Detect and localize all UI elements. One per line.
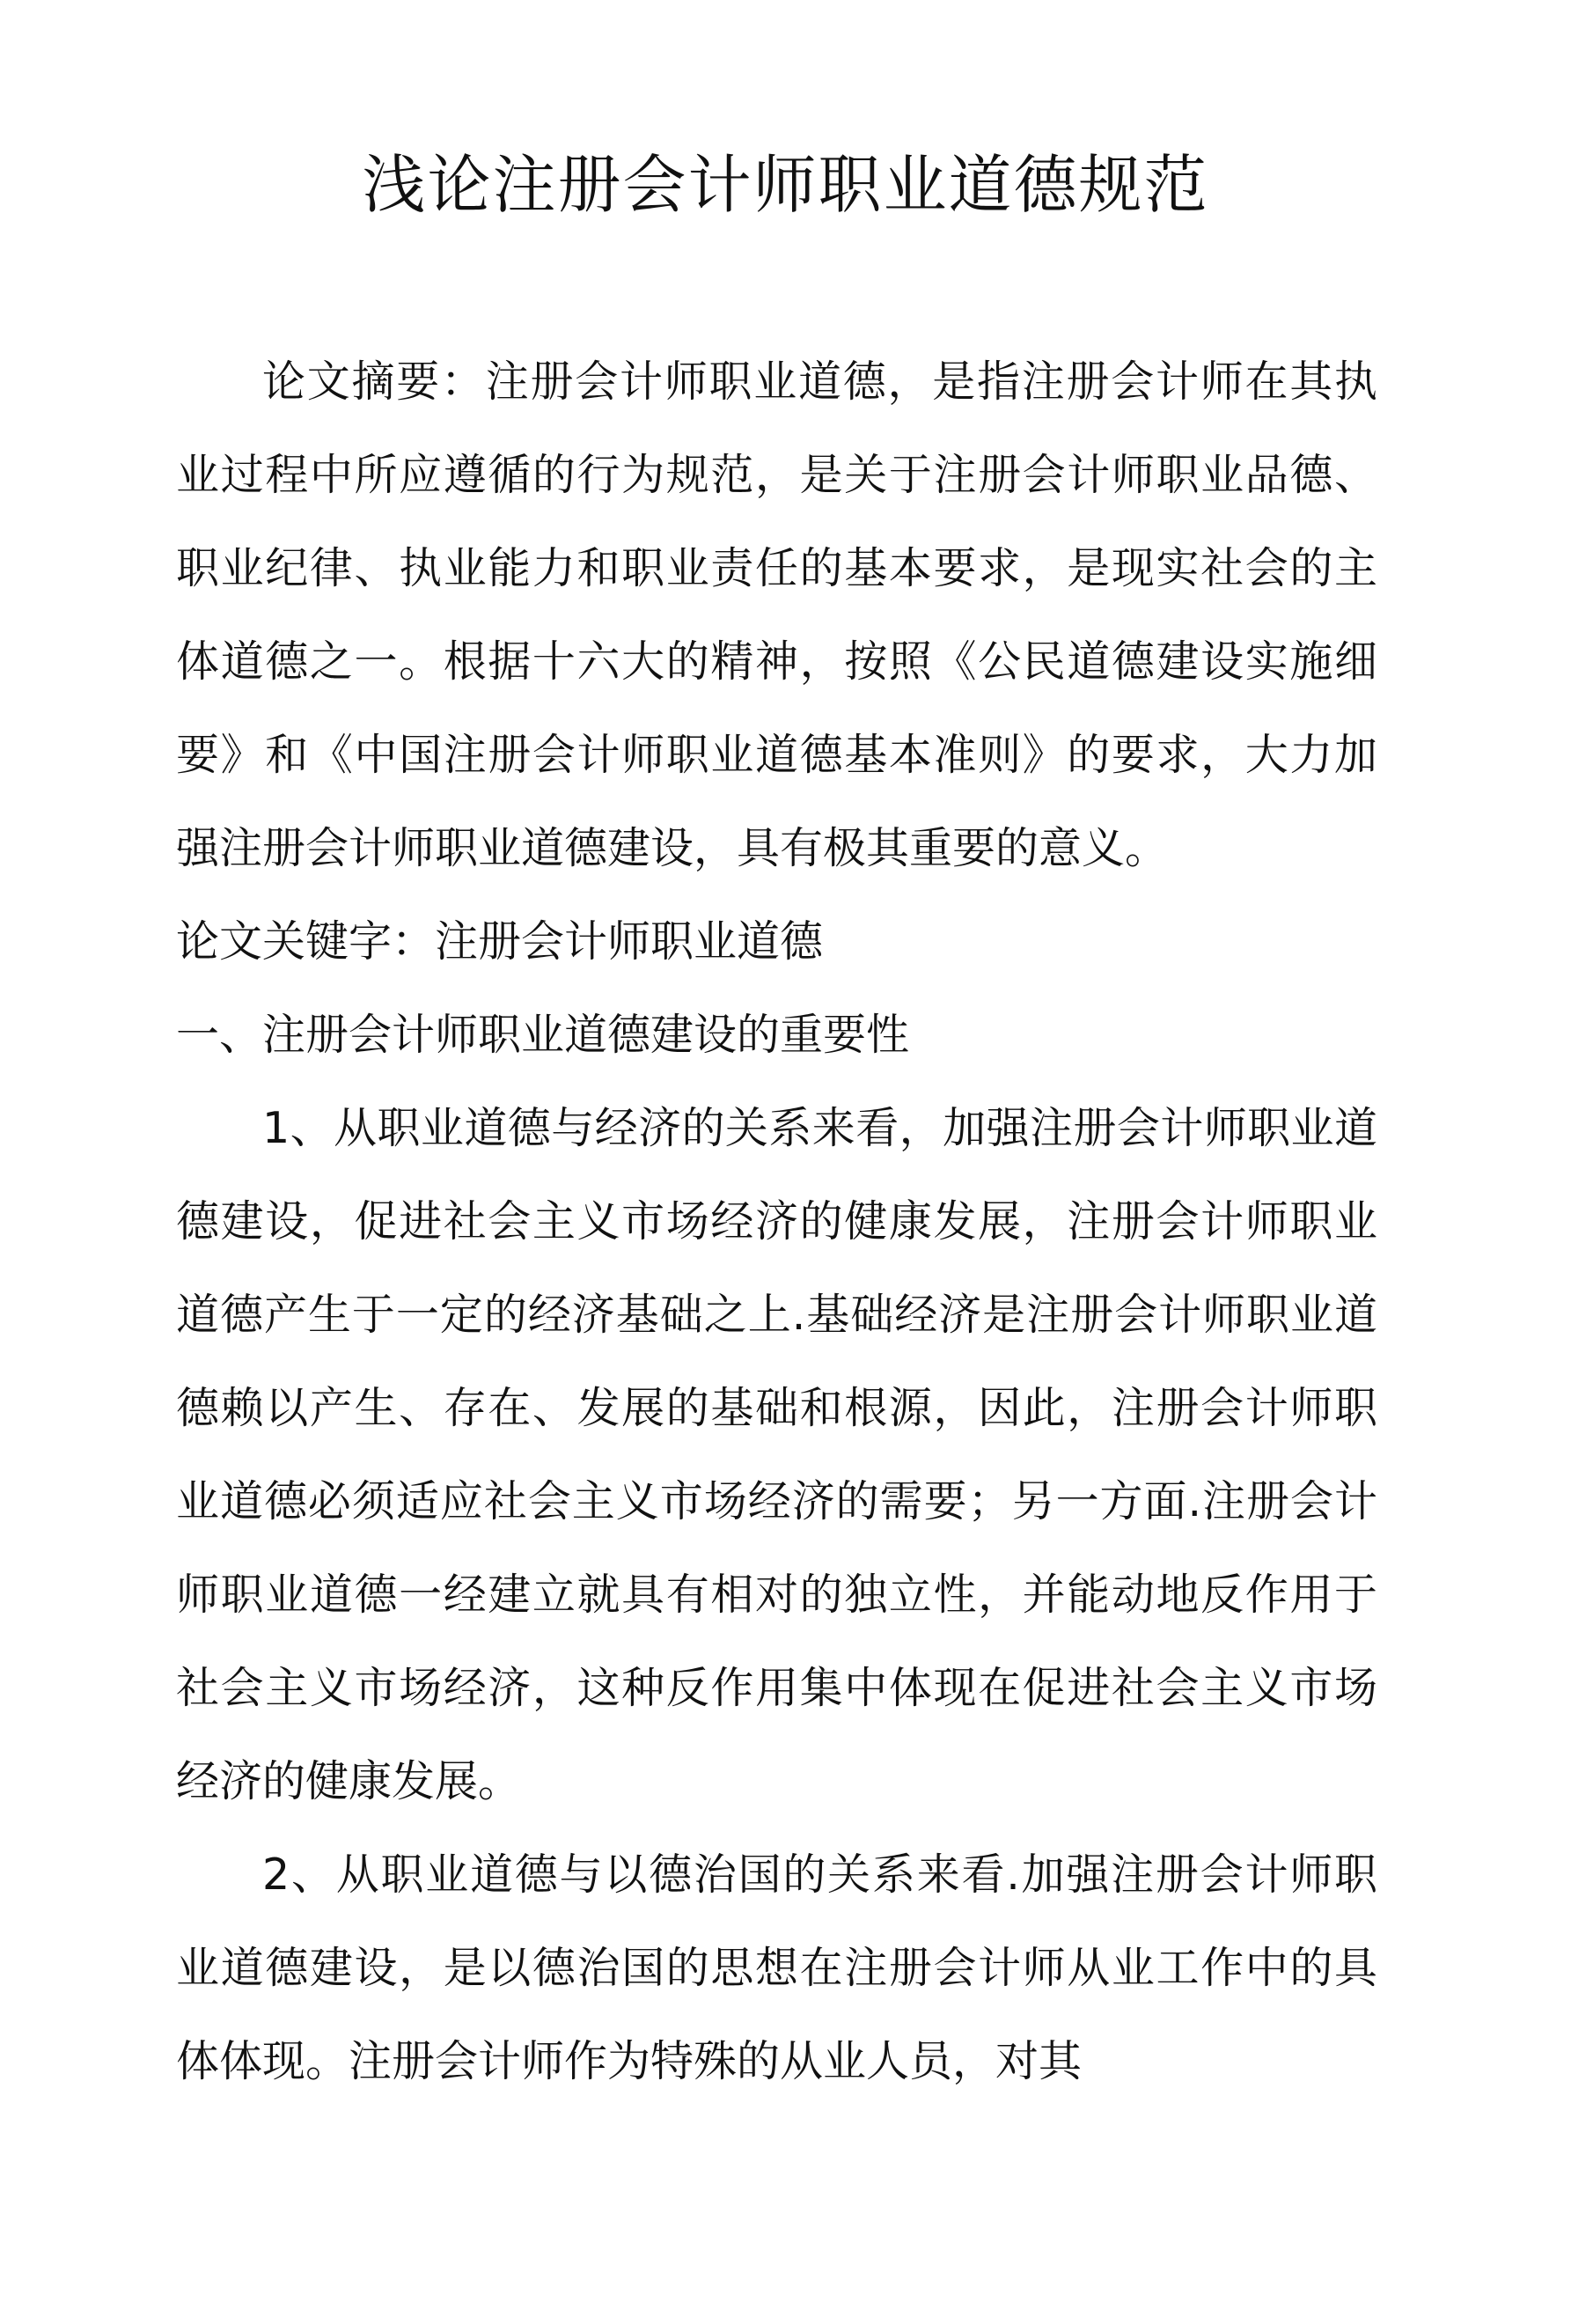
abstract-paragraph: 论文摘要：注册会计师职业道德，是指注册会计师在其执业过程中所应遵循的行为规范，是关于注册会计师职业品德、职业纪律、执业能力和职业责任的基本要求，是现实社会的主体道德之一。根据十六大的精神，按照《公民道德建设实施细要》和《中国注册会计师职业道德基本准则》的要求，大力加强注册会计师职业道德建设，具有极其重要的意义。 [176, 357, 1377, 873]
body-paragraph-2: 2、从职业道德与以德治国的关系来看.加强注册会计师职业道德建设，是以德治国的思想在注册会计师从业工作中的具体体现。注册会计师作为特殊的从业人员，对其 [176, 1850, 1377, 2086]
section-heading: 一、注册会计师职业道德建设的重要性 [176, 1010, 910, 1060]
document-title: 浅论注册会计师职业道德规范 [362, 148, 1209, 222]
keywords-line: 论文关键字：注册会计师职业道德 [176, 916, 824, 967]
body-paragraph-1: 1、从职业道德与经济的关系来看，加强注册会计师职业道德建设，促进社会主义市场经济的健康发展，注册会计师职业道德产生于一定的经济基础之上.基础经济是注册会计师职业道德赖以产生、存在、发展的基础和根源，因此，注册会计师职业道德必须适应社会主义市场经济的需要；另一方面.注册会计师职业道德一经建立就具有相对的独立性，并能动地反作用于社会主义市场经济，这种反作用集中体现在促进社会主义市场经济的健康发展。 [176, 1103, 1377, 1806]
document-body [176, 335, 1377, 2108]
